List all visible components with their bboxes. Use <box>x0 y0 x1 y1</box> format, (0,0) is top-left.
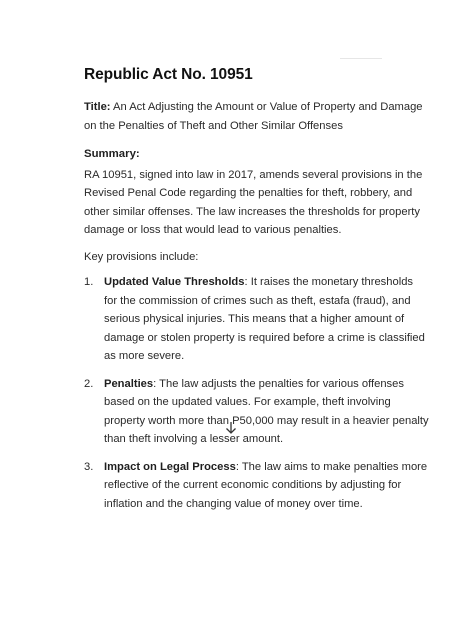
document-body <box>84 66 429 522</box>
provision-text: : The law aims to make penalties more reflective of the current economic conditions by adjusting for inflation and the changing value of money over time. <box>104 460 428 510</box>
provision-label: Updated Value Thresholds <box>104 276 245 288</box>
summary-heading: Summary: <box>84 148 140 160</box>
provision-label: Impact on Legal Process <box>104 460 236 473</box>
provision-text: : The law adjusts the penalties for various offenses based on the updated values. For example, theft involving property worth more than P50,000 may result in a heavier penalty than theft involving a lesser amount. <box>104 377 429 445</box>
list-number: 1. <box>84 276 94 288</box>
provision-text: : It raises the monetary thresholds for the commission of crimes such as theft, estafa (fraud), and serious physical injuries. This means that a higher amount of damage or stolen property is required before a crime is classified as more severe. <box>104 276 425 362</box>
summary-text: RA 10951, signed into law in 2017, amends several provisions in the Revised Penal Code regarding the penalties for theft, robbery, and other similar offenses. The law increases the thresholds for property damage or loss that would lead to various penalties. <box>84 168 423 236</box>
list-item <box>84 458 429 514</box>
key-provisions-intro: Key provisions include: <box>84 250 199 263</box>
divider <box>340 58 382 59</box>
list-text <box>104 458 429 514</box>
list-text <box>104 273 429 366</box>
list-item <box>84 273 429 366</box>
list-item <box>84 375 429 449</box>
list-number: 2. <box>84 377 94 390</box>
provisions-list <box>84 273 429 513</box>
provision-label: Penalties <box>104 377 154 390</box>
title-label: Title: <box>84 101 111 113</box>
title-paragraph <box>84 98 429 135</box>
list-number: 3. <box>84 460 94 473</box>
list-text <box>104 375 429 449</box>
title-text: An Act Adjusting the Amount or Value of Property and Damage on the Penalties of Theft and Other Similar Offenses <box>84 101 423 132</box>
page-title: Republic Act No. 10951 <box>84 66 253 83</box>
arrow-down-icon[interactable] <box>225 421 237 435</box>
